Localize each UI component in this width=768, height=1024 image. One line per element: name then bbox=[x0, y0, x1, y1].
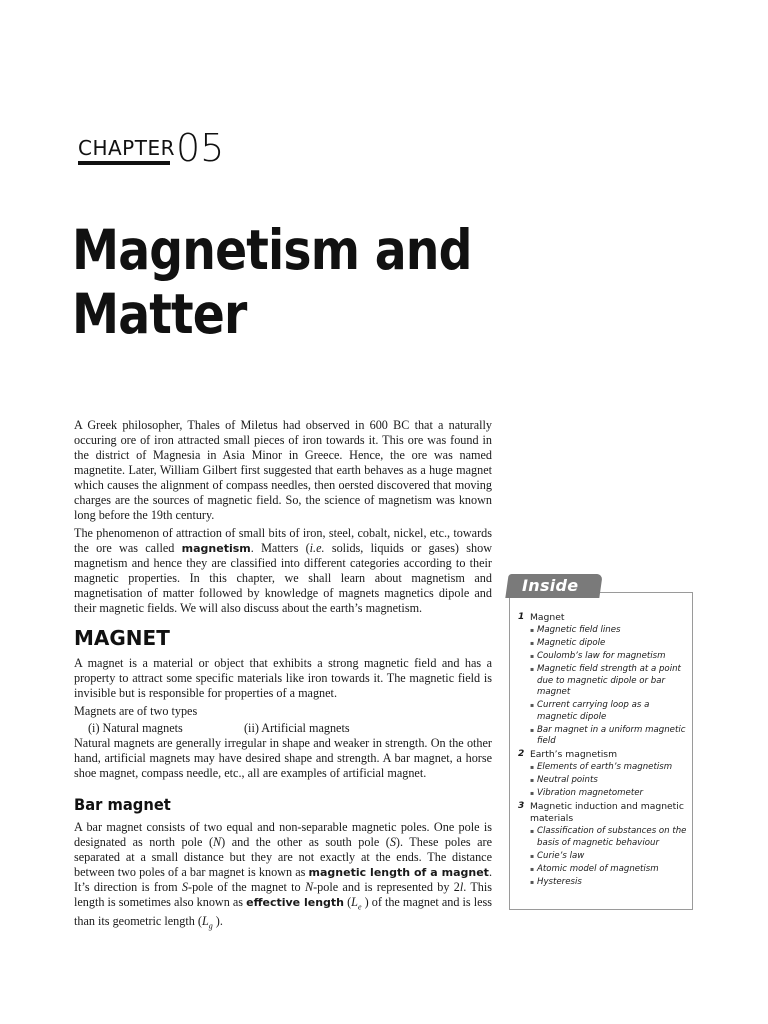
toc-item: ▪ Coulomb’s law for magnetism bbox=[530, 651, 690, 663]
intro-paragraph-2 bbox=[74, 526, 492, 616]
bar-text: . This length is sometimes also known as bbox=[74, 880, 492, 909]
bar-text: A bar magnet consists of two equal and non-separable magnetic poles. One pole is designated as north pole ( bbox=[74, 820, 492, 849]
intro-paragraph-1: A Greek philosopher, Thales of Miletus had observed in 600 BC that a naturally occuring ore of iron attracted small pieces of iron towards it. This ore was found in the district of Magnesia in Asia Minor in Greece. Hence, the ore was named magnetite. Later, William Gilbert first suggested that earth behaves as a huge magnet which causes the alignment of compass needles, then oersted discovered that moving charges are the sources of magnetic field. So, the science of magnetism was known long before the 19th century. bbox=[74, 418, 492, 522]
symbol-lg: L bbox=[201, 914, 209, 929]
toc-item: ▪ Bar magnet in a uniform magnetic field bbox=[530, 725, 690, 748]
term-magnetism: magnetism bbox=[181, 542, 251, 555]
symbol-le-sub: e bbox=[357, 902, 362, 912]
toc-item: ▪ Vibration magnetometer bbox=[530, 788, 690, 800]
toc-section bbox=[518, 801, 690, 888]
term-magnetic-length: magnetic length of a magnet bbox=[308, 866, 489, 879]
magnet-section bbox=[74, 656, 492, 784]
toc-item: ▪ Magnetic dipole bbox=[530, 638, 690, 650]
toc-section-number: 2 bbox=[518, 749, 525, 759]
magnet-types bbox=[88, 721, 492, 736]
bar-magnet-paragraph bbox=[74, 820, 492, 934]
toc-item: ▪ Neutral points bbox=[530, 775, 690, 787]
magnet-heading: MAGNET bbox=[74, 626, 170, 650]
toc-list bbox=[530, 762, 690, 800]
symbol-n: N bbox=[304, 880, 314, 894]
term-effective-length: effective length bbox=[246, 896, 345, 909]
intro-section bbox=[74, 418, 492, 619]
symbol-s: S bbox=[389, 835, 396, 849]
toc-list bbox=[530, 826, 690, 888]
magnet-paragraph-3: Natural magnets are generally irregular in shape and weaker in strength. On the other hand, artificial magnets may have desired shape and strength. A bar magnet, a horse shoe magnet, compass needle, etc., all are examples of artificial magnet. bbox=[74, 736, 492, 780]
toc-section bbox=[518, 749, 690, 800]
toc-item: ▪ Hysteresis bbox=[530, 877, 690, 889]
symbol-s: S bbox=[181, 880, 189, 894]
toc-section bbox=[518, 612, 690, 748]
magnet-paragraph-2: Magnets are of two types bbox=[74, 704, 198, 718]
bar-text: ) and the other as south pole ( bbox=[221, 835, 390, 849]
toc-section-title: Magnet bbox=[530, 612, 565, 623]
bar-text: ( bbox=[344, 895, 352, 909]
toc-item: ▪ Atomic model of magnetism bbox=[530, 864, 690, 876]
toc-item: ▪ Curie’s law bbox=[530, 851, 690, 863]
chapter-title bbox=[72, 218, 472, 346]
magnet-type-natural: (i) Natural magnets bbox=[88, 721, 183, 735]
toc-section-title: Magnetic induction and magnetic materials bbox=[530, 801, 684, 824]
chapter-rule bbox=[78, 161, 170, 165]
bar-text: ). These poles are separated at a small distance but they are not exactly at the ends. The distance between two poles of a bar magnet is known as bbox=[74, 835, 492, 879]
chapter-number: 05 bbox=[176, 126, 225, 170]
bar-magnet-heading: Bar magnet bbox=[74, 795, 171, 814]
title-line-2: Matter bbox=[72, 282, 247, 346]
chapter-label: CHAPTER bbox=[78, 136, 175, 160]
symbol-l: l bbox=[459, 880, 464, 894]
magnet-type-artificial: (ii) Artificial magnets bbox=[244, 721, 350, 735]
bar-text: . It’s direction is from bbox=[74, 865, 492, 894]
bar-magnet-section bbox=[74, 820, 492, 937]
toc-item: ▪ Elements of earth’s magnetism bbox=[530, 762, 690, 774]
symbol-lg-sub: g bbox=[208, 921, 213, 931]
title-line-1: Magnetism and bbox=[72, 218, 472, 282]
bar-text: ). bbox=[212, 914, 223, 929]
intro-ie: i.e. bbox=[309, 541, 325, 555]
toc-section-title: Earth’s magnetism bbox=[530, 749, 618, 760]
bar-text: -pole of the magnet to bbox=[188, 880, 305, 894]
symbol-n: N bbox=[213, 835, 222, 849]
toc-item: ▪ Magnetic field lines bbox=[530, 625, 690, 637]
toc-item: ▪ Magnetic field strength at a point due to magnetic dipole or bar magnet bbox=[530, 664, 690, 699]
inside-tab-label: Inside bbox=[522, 576, 579, 595]
toc-list bbox=[530, 625, 690, 748]
bar-text: -pole and is represented by 2 bbox=[313, 880, 460, 894]
magnet-paragraph-1: A magnet is a material or object that exhibits a strong magnetic field and has a property to attract some specific materials like iron towards it. The magnetic field is invisible but is responsible for properties of a magnet. bbox=[74, 656, 492, 700]
symbol-le: L bbox=[351, 895, 358, 909]
intro-text: . Matters ( bbox=[250, 541, 310, 555]
intro-text: The phenomenon of attraction of small bits of iron, steel, cobalt, nickel, etc., towards the ore was called bbox=[74, 526, 492, 555]
bar-text: ) of the magnet and is less than its geometric length ( bbox=[74, 895, 493, 929]
toc-section-number: 3 bbox=[518, 801, 525, 811]
toc-item: ▪ Classification of substances on the basis of magnetic behaviour bbox=[530, 826, 690, 849]
toc-section-number: 1 bbox=[518, 612, 525, 622]
intro-text: solids, liquids or gases) show magnetism and hence they are classified into different categories according to their magnetic properties. In this chapter, we shall learn about magnetism and magnetisation of matter followed by knowledge of magnets magnetics dipole and their magnetic fields. We will also discuss about the earth’s magnetism. bbox=[74, 541, 493, 615]
inside-toc bbox=[518, 612, 690, 890]
toc-item: ▪ Current carrying loop as a magnetic dipole bbox=[530, 700, 690, 723]
